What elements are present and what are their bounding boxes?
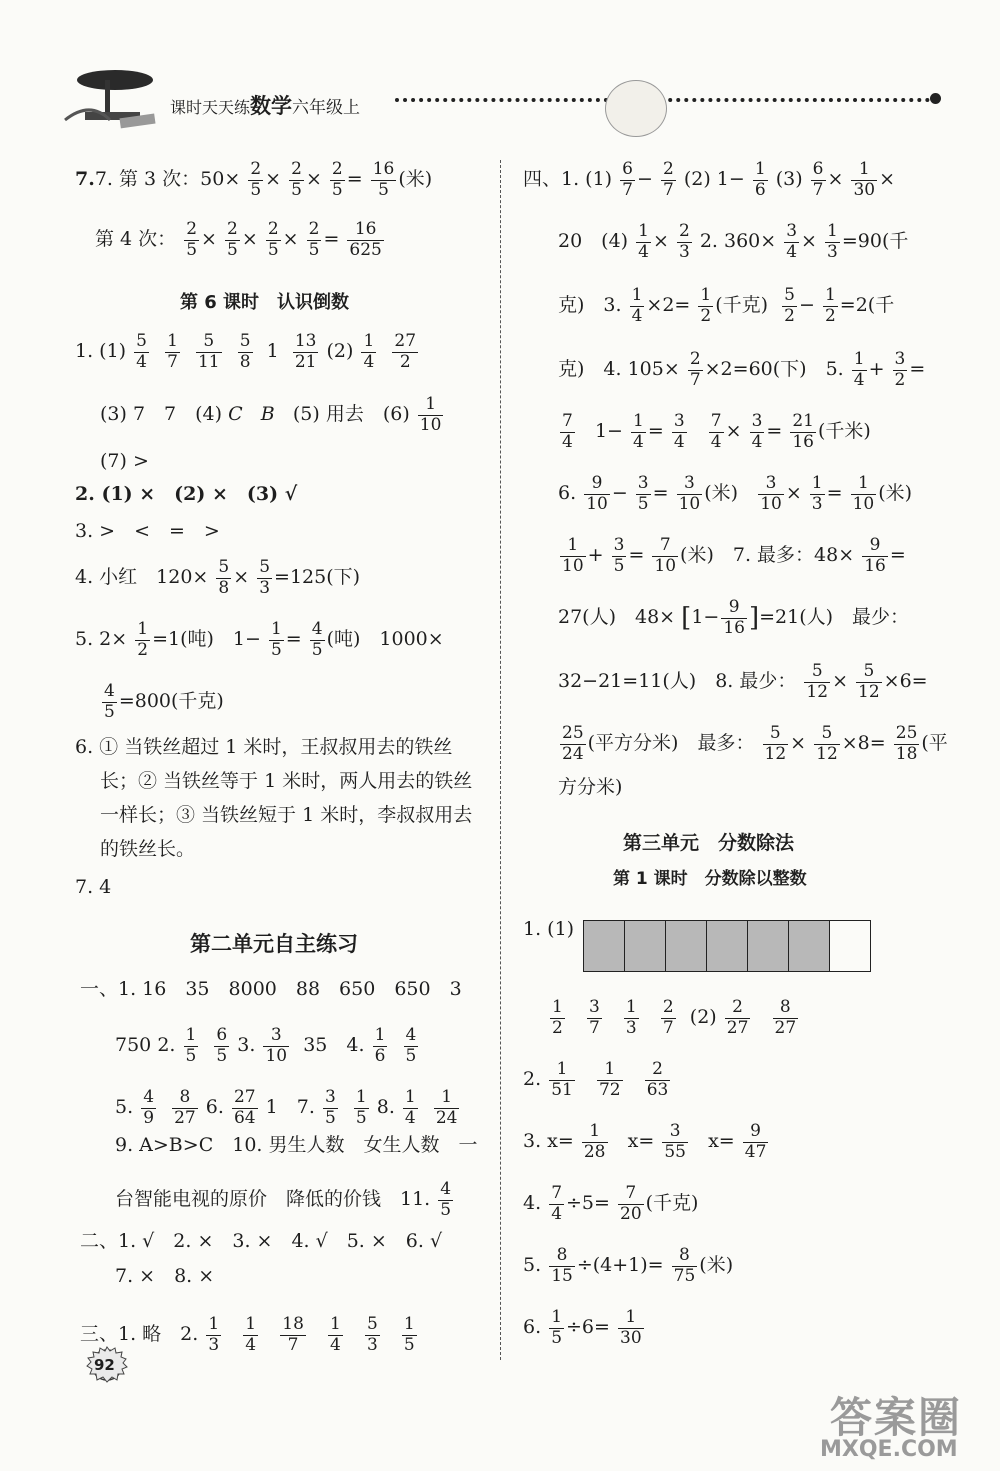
fraction: $\frac{1}{2}$ (824, 285, 836, 326)
r4-part4: 20 (4) (558, 230, 629, 253)
answer-6-line-2: 长；② 当铁丝等于 1 米时，两人用去的铁丝 (100, 770, 473, 792)
fraction: $\frac{1}{30}$ (853, 159, 876, 200)
fraction: $\frac{1}{5}$ (355, 1087, 367, 1128)
fraction: $\frac{4}{9}$ (143, 1087, 155, 1128)
fraction: $\frac{1}{7}$ (167, 331, 178, 372)
fraction: $\frac{1}{4}$ (404, 1087, 416, 1128)
fraction: $\frac{1}{4}$ (330, 1314, 341, 1355)
fraction: $\frac{2}{7}$ (662, 997, 674, 1038)
fraction: $\frac{9}{16}$ (723, 597, 745, 638)
unit2-line-4: 9. A>B>C 10. 男生人数 女生人数 一 (115, 1134, 478, 1156)
fraction: $\frac{9}{47}$ (744, 1121, 767, 1162)
fraction: $\frac{1}{3}$ (625, 997, 637, 1038)
r4-kg: (千克) (715, 294, 769, 317)
fraction: $\frac{2}{5}$ (291, 159, 302, 200)
r4-part2: (2) 1− (683, 168, 745, 191)
fraction: $\frac{25}{24}$ (562, 723, 584, 764)
r8-most: (平方分米) 最多： (587, 732, 755, 755)
fraction: $\frac{2}{5}$ (250, 159, 262, 200)
r7-prefix: 27(人) 48× (558, 606, 676, 629)
fraction: $\frac{2}{5}$ (267, 219, 279, 260)
fraction: $\frac{3}{10}$ (678, 473, 701, 514)
fraction: $\frac{5}{11}$ (197, 331, 220, 372)
fraction: $\frac{1}{4}$ (853, 349, 865, 390)
fraction: $\frac{5}{3}$ (259, 557, 271, 598)
part4-line-11: 方分米) (558, 776, 623, 798)
fraction: $\frac{6}{7}$ (622, 159, 633, 200)
fraction: $\frac{1}{2}$ (700, 285, 712, 326)
fraction: $\frac{6}{5}$ (216, 1025, 228, 1066)
fraction: $\frac{1}{3}$ (811, 473, 823, 514)
r7-result: =21(人) 最少： (759, 606, 910, 629)
fraction: $\frac{1}{72}$ (598, 1059, 621, 1100)
u5-q5: 5. (115, 1096, 134, 1119)
s4-line (523, 1184, 698, 1224)
r4-q5: ×2=60(下) 5. (704, 358, 844, 381)
unit2-line-3 (115, 1088, 461, 1128)
s3-x2: x= (627, 1130, 655, 1153)
fraction: $\frac{5}{12}$ (816, 723, 838, 764)
r8-times8: ×8= (841, 732, 886, 755)
fraction: $\frac{7}{20}$ (620, 1183, 642, 1224)
fraction: $\frac{5}{4}$ (136, 331, 147, 372)
s1-part2: (2) (689, 1006, 717, 1029)
r4-part3: (3) (775, 168, 803, 191)
fraction: $\frac{1}{3}$ (827, 221, 838, 262)
l1-sub-label: (2) (326, 340, 354, 363)
fraction: $\frac{2}{3}$ (678, 221, 690, 262)
s1-label: 1. (1) (523, 918, 575, 940)
l1-value: 1 (266, 340, 279, 363)
grid-cell-empty (830, 921, 870, 971)
desk-lamp-icon (60, 60, 160, 130)
fraction: $\frac{3}{7}$ (588, 997, 600, 1038)
fraction: $\frac{8}{15}$ (551, 1245, 573, 1286)
fraction: $\frac{3}{5}$ (324, 1087, 336, 1128)
fraction: $\frac{1}{2}$ (552, 997, 563, 1038)
l1-part3: (3) 7 7 (4) (100, 403, 223, 426)
s2-label: 2. (523, 1068, 542, 1091)
fraction: $\frac{3}{4}$ (786, 221, 798, 262)
fraction: $\frac{8}{75}$ (673, 1245, 696, 1286)
r6-equals: = (889, 544, 906, 567)
unit2-line-5 (115, 1180, 455, 1220)
fraction: $\frac{2}{7}$ (662, 159, 674, 200)
fraction: $\frac{4}{5}$ (311, 619, 323, 660)
fraction: $\frac{1}{2}$ (137, 619, 149, 660)
grid-cell-shaded (625, 921, 666, 971)
part4-line-4: 克) 4. 105× $\frac{2}{7}$ ×2=60(下) 5. $\frac{1}{4}$ + $\frac{3}{2}$ = (558, 349, 926, 390)
answer-5-line-2 (100, 682, 224, 722)
r4-q4: 克) 4. 105× (558, 358, 680, 381)
fraction: $\frac{27}{64}$ (233, 1087, 256, 1128)
lesson1-title: 第 1 课时 分数除以整数 (613, 869, 807, 889)
fraction: $\frac{5}{3}$ (366, 1314, 378, 1355)
fraction: $\frac{5}{12}$ (858, 661, 880, 702)
fraction: $\frac{3}{4}$ (751, 411, 763, 452)
watermark-logo (790, 1385, 980, 1465)
fraction: $\frac{1}{5}$ (551, 1307, 563, 1348)
s4-kg: (千克) (645, 1192, 699, 1215)
fraction: $\frac{1}{30}$ (620, 1307, 642, 1348)
fraction: $\frac{1}{4}$ (363, 331, 375, 372)
l5-result: =800(千克) (118, 690, 224, 713)
fraction: $\frac{3}{5}$ (637, 473, 649, 514)
s5-div: ÷(4+1)= (576, 1254, 664, 1277)
s4-div5: ÷5= (566, 1192, 610, 1215)
brand-subject: 数学 (250, 93, 293, 118)
fraction: $\frac{1}{51}$ (551, 1059, 573, 1100)
u9-b: 台智能电视的原价 降低的价钱 11. (115, 1188, 431, 1211)
r6-label: 6. (558, 482, 577, 505)
fraction: $\frac{2}{7}$ (689, 349, 701, 390)
grid-cell-shaded (707, 921, 748, 971)
u3-prefix: 三、1. 略 2. (80, 1323, 199, 1346)
fraction: $\frac{1}{10}$ (852, 473, 875, 514)
u5-q8: 8. (376, 1096, 395, 1119)
r6-m1: (米) (704, 482, 739, 505)
brand-grade: 六年级上 (292, 98, 361, 118)
unit2-part2-line-2: 7. × 8. × (115, 1265, 215, 1287)
answer-1-line-1 (75, 332, 420, 372)
r4-one-minus: 1− (594, 420, 623, 443)
u1-q2: 2. (157, 1034, 176, 1057)
fraction: $\frac{1}{4}$ (638, 221, 649, 262)
fraction: $\frac{6}{7}$ (812, 159, 824, 200)
fraction: $\frac{13}{21}$ (294, 331, 317, 372)
fraction: $\frac{1}{10}$ (562, 535, 584, 576)
r7-q8: 32−21=11(人) 8. 最少： (558, 670, 797, 693)
fraction: $\frac{4}{5}$ (104, 681, 115, 722)
s3-x1: 3. x= (523, 1130, 574, 1153)
fraction: $\frac{7}{4}$ (562, 411, 573, 452)
r4-q3-result: =2(千 (839, 294, 895, 317)
answer-7-value: 7. 4 (75, 876, 112, 898)
fraction: $\frac{2}{5}$ (308, 219, 320, 260)
fraction: $\frac{4}{5}$ (405, 1025, 417, 1066)
page-number: 92 (94, 1356, 115, 1374)
answer-1-line-2 (100, 395, 445, 435)
answer-2: 2. (1) × (2) × (3) √ (75, 483, 298, 505)
unit2-line-2 (115, 1026, 420, 1066)
r4-q3: 克) 3. (558, 294, 622, 317)
u1-q3: 3. (237, 1034, 256, 1057)
u5-q7: 1 7. (265, 1096, 315, 1119)
r4-q2: 2. 360× (699, 230, 777, 253)
fraction: $\frac{2}{63}$ (646, 1059, 669, 1100)
fraction: $\frac{1}{4}$ (631, 285, 643, 326)
grid-cell-shaded (666, 921, 707, 971)
letter-c: C (228, 403, 243, 426)
fraction: $\frac{18}{7}$ (282, 1314, 304, 1355)
fraction: $\frac{2}{5}$ (186, 219, 198, 260)
s3-x3: x= (708, 1130, 735, 1153)
r8-unit-start: (平 (921, 732, 948, 755)
fraction-grid-diagram (583, 920, 871, 972)
fraction: $\frac{8}{27}$ (774, 997, 797, 1038)
fraction: $\frac{1}{6}$ (374, 1025, 386, 1066)
fraction: $\frac{3}{4}$ (673, 411, 685, 452)
page-header (60, 60, 940, 140)
watermark-main: 答案圈 (830, 1393, 963, 1442)
s1-line-2 (548, 998, 800, 1038)
answer-5-line-1: 5. 2× $\frac{1}{2}$ =1(吨) 1− $\frac{1}{5}$ = $\frac{4}{5}$ (吨) 1000× (75, 619, 444, 660)
l1-label: 1. (1) (75, 340, 127, 363)
answer-1-line-3: (7) > (100, 450, 149, 472)
part4-line-8: 27(人) 48× [1− $\frac{9}{16}$ ]=21(人) 最少： (558, 597, 910, 638)
part4-line-5: $\frac{7}{4}$ 1− $\frac{1}{4}$ = $\frac{3}{4}$ $\frac{7}{4}$ × $\frac{3}{4}$ = $\frac{21}{16}$ (千米) (562, 411, 871, 452)
l5-end: (吨) 1000× (326, 628, 444, 651)
fraction: $\frac{5}{8}$ (218, 557, 230, 598)
u1-q4: 35 4. (303, 1034, 365, 1057)
answer-6-line-3: 一样长；③ 当铁丝短于 1 米时，李叔叔用去 (100, 804, 473, 826)
unit2-line-1: 一、1. 16 35 8000 88 650 650 3 (80, 978, 462, 1000)
l4-prefix: 4. 小红 120× (75, 566, 209, 589)
fraction: $\frac{3}{2}$ (894, 349, 906, 390)
part4-line-7: $\frac{1}{10}$ + $\frac{3}{5}$ = $\frac{7}{10}$ (米) 7. 最多：48× $\frac{9}{16}$ = (562, 535, 906, 576)
answer-6-line-1: 6. ① 当铁丝超过 1 米时，王叔叔用去的铁丝 (75, 736, 453, 758)
fraction: $\frac{1}{5}$ (185, 1025, 197, 1066)
lesson6-title: 第 6 课时 认识倒数 (180, 292, 350, 313)
fraction: $\frac{3}{5}$ (613, 535, 625, 576)
answer-4: 4. 小红 120× $\frac{5}{8}$ × $\frac{5}{3}$ =125(下) (75, 557, 361, 598)
fraction: $\frac{16}{625}$ (349, 219, 382, 260)
fraction: $\frac{1}{3}$ (208, 1314, 220, 1355)
part4-line-9: 32−21=11(人) 8. 最少： $\frac{5}{12}$ × $\frac{5}{12}$ ×6= (558, 661, 928, 702)
r4-prefix: 四、1. (1) (523, 168, 613, 191)
brand-prefix: 课时天天练 (170, 98, 251, 117)
watermark-url: MXQE.COM (820, 1437, 958, 1462)
fraction: $\frac{16}{5}$ (372, 159, 395, 200)
letter-b: B (260, 403, 275, 426)
u5-q6: 6. (205, 1096, 224, 1119)
fraction: $\frac{7}{10}$ (654, 535, 677, 576)
fraction: $\frac{8}{27}$ (174, 1087, 196, 1128)
part4-line-6: 6. $\frac{9}{10}$ − $\frac{3}{5}$ = $\frac{3}{10}$ (米) $\frac{3}{10}$ × $\frac{1}{3}$ = $\frac{1}{10}$ (米) (558, 473, 913, 514)
header-end-dot (930, 93, 941, 104)
answer-7-line-2: 第 4 次： $\frac{2}{5}$ × $\frac{2}{5}$ × $\frac{2}{5}$ × $\frac{2}{5}$ = $\frac{16}{625}$ (95, 219, 382, 260)
l4-result: =125(下) (274, 566, 361, 589)
fraction: $\frac{1}{5}$ (403, 1314, 415, 1355)
s6-label: 6. (523, 1316, 542, 1339)
answer-7-line-1: 7.7. 第 3 次：50× $\frac{2}{5}$ × $\frac{2}{5}$ × $\frac{2}{5}$ = $\frac{16}{5}$ (米) (75, 159, 433, 200)
unit: (米) (398, 168, 433, 191)
s3-line (523, 1122, 770, 1162)
s4-label: 4. (523, 1192, 542, 1215)
part4-line-10: $\frac{25}{24}$ (平方分米) 最多： $\frac{5}{12}$ × $\frac{5}{12}$ ×8= $\frac{25}{18}$ (平 (562, 723, 948, 764)
fraction: $\frac{5}{8}$ (239, 331, 251, 372)
fraction: $\frac{3}{10}$ (265, 1025, 288, 1066)
r4-equals: = (909, 358, 926, 381)
fraction: $\frac{5}{12}$ (806, 661, 829, 702)
fraction: $\frac{2}{5}$ (331, 159, 343, 200)
l5-mid: =1(吨) 1− (152, 628, 261, 651)
grid-cell-shaded (748, 921, 789, 971)
r6-m2: (米) (878, 482, 913, 505)
s6-line (523, 1308, 646, 1348)
fraction: $\frac{7}{4}$ (710, 411, 722, 452)
fraction: $\frac{3}{55}$ (664, 1121, 686, 1162)
q7-b-prefix: 第 4 次： (95, 228, 177, 251)
unit2-part2-line-1: 二、1. √ 2. × 3. × 4. √ 5. × 6. √ (80, 1230, 443, 1252)
fraction: $\frac{1}{28}$ (583, 1121, 606, 1162)
fraction: $\frac{7}{4}$ (551, 1183, 563, 1224)
fraction: $\frac{1}{6}$ (754, 159, 766, 200)
stamp-icon (605, 80, 667, 137)
r4-q2-result: =90(千 (841, 230, 909, 253)
fraction: $\frac{1}{24}$ (435, 1087, 458, 1128)
fraction: $\frac{21}{16}$ (792, 411, 814, 452)
fraction: $\frac{4}{5}$ (440, 1179, 452, 1220)
fraction: $\frac{25}{18}$ (895, 723, 918, 764)
s5-m: (米) (699, 1254, 734, 1277)
fraction: $\frac{1}{5}$ (270, 619, 282, 660)
fraction: $\frac{2}{27}$ (726, 997, 749, 1038)
r7-times6: ×6= (883, 670, 928, 693)
unit3-title: 第三单元 分数除法 (623, 832, 795, 854)
fraction: $\frac{1}{4}$ (633, 411, 644, 452)
page-number-badge (85, 1345, 135, 1385)
answer-6-line-4: 的铁丝长。 (100, 838, 196, 860)
fraction: $\frac{9}{16}$ (864, 535, 886, 576)
fraction: $\frac{5}{2}$ (784, 285, 795, 326)
s2-line (523, 1060, 672, 1100)
l1-part5: (5) 用去 (6) (292, 403, 410, 426)
s5-label: 5. (523, 1254, 542, 1277)
fraction: $\frac{1}{4}$ (245, 1314, 257, 1355)
part4-line-2: 20 (4) $\frac{1}{4}$ × $\frac{2}{3}$ 2. 360× $\frac{3}{4}$ × $\frac{1}{3}$ =90(千 (558, 221, 909, 262)
r6-q7: (米) 7. 最多：48× (680, 544, 855, 567)
grid-cell-shaded (584, 921, 625, 971)
s6-div6: ÷6= (566, 1316, 610, 1339)
l5-prefix: 5. 2× (75, 628, 128, 651)
r4-times2: ×2= (646, 294, 691, 317)
answer-3: 3. > < = > (75, 520, 220, 542)
grid-cell-shaded (789, 921, 830, 971)
unit2-title: 第二单元自主练习 (190, 932, 358, 956)
r4-km: (千米) (818, 420, 871, 443)
column-divider (500, 160, 501, 1360)
fraction: $\frac{2}{5}$ (227, 219, 238, 260)
u1-750: 750 (115, 1034, 152, 1057)
fraction: $\frac{27}{2}$ (394, 331, 417, 372)
fraction: $\frac{5}{12}$ (764, 723, 787, 764)
fraction: $\frac{3}{10}$ (760, 473, 782, 514)
q7-prefix: 7. 第 3 次：50× (94, 168, 241, 191)
part4-line-1: 四、1. (1) $\frac{6}{7}$ − $\frac{2}{7}$ (2) 1− $\frac{1}{6}$ (3) $\frac{6}{7}$ × $\frac{1}{30}$ × (523, 159, 896, 200)
part4-line-3: 克) 3. $\frac{1}{4}$ ×2= $\frac{1}{2}$ (千克) $\frac{5}{2}$ − $\frac{1}{2}$ =2(千 (558, 285, 895, 326)
fraction: $\frac{1}{10}$ (419, 394, 442, 435)
s5-line (523, 1246, 733, 1286)
book-brand (170, 90, 360, 120)
fraction: $\frac{9}{10}$ (586, 473, 608, 514)
